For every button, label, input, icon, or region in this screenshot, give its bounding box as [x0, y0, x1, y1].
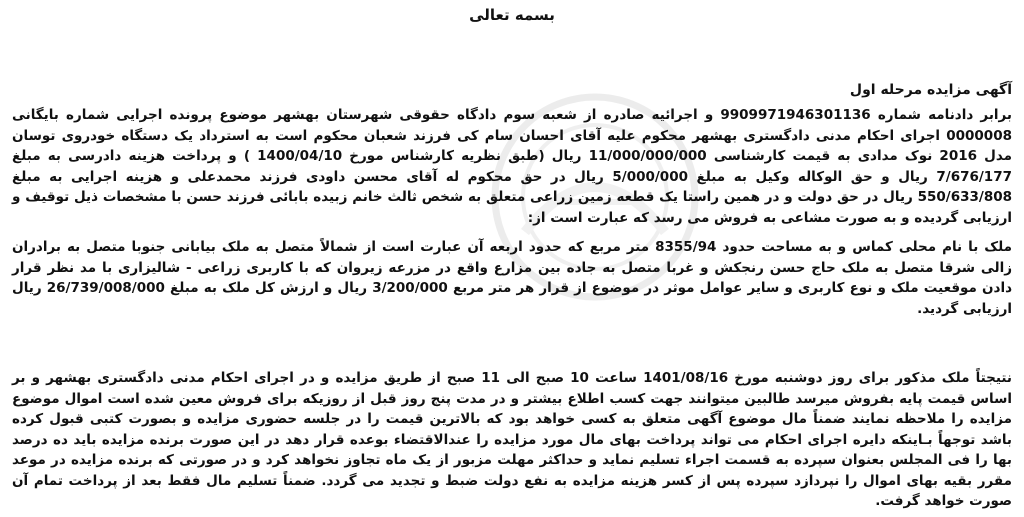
announcement-document	[12, 0, 1012, 517]
document-heading: بسمه تعالی	[469, 6, 555, 24]
paragraph-case-details: برابر دادنامه شماره 9909971946301136 و اجرائیه صادره از شعبه سوم دادگاه حقوقی شهرستان بهشهر موضوع پرونده اجرایی شماره بایگانی 0000008 اجرای احکام مدنی دادگستری بهشهر محکوم علیه آقای احسان سام کی فرزند شعبان محکوم است به استرداد یک دستگاه خودروی توسان مدل 2016 نوک مدادی به قیمت کارشناسی 11/000/000/000 ریال (طبق نظریه کارشناس مورخ 1400/04/10 ) و پرداخت هزینه دادرسی به مبلغ 7/676/177 ریال و حق الوکاله وکیل به مبلغ 5/000/000 ریال در حق محکوم له آقای محسن داودی فرزند محمدعلی و هزینه اجرایی به مبلغ 550/633/808 ریال در حق دولت و در همین راستا یک قطعه زمین زراعی متعلق به شخص ثالث خانم زبیده بابائی فرزند حسن با مشخصات ذیل توقیف و ارزیابی گردیده و به صورت مشاعی به فروش می رسد که عبارت است از:	[12, 107, 1013, 226]
paragraph-auction-terms: نتیجتاً ملک مذکور برای روز دوشنبه مورخ 1401/08/16 ساعت 10 صبح الی 11 صبح از طریق مزایده و در اجرای احکام مدنی دادگستری بهشهر و بر اساس قیمت پایه بفروش میرسد طالبین میتوانند جهت کسب اطلاع بیشتر و در مدت پنج روز قبل از روزیکه برای فروش معین شده است اموال موضوع مزایده را ملاحظه نمایند ضمناً مال موضوع آگهی متعلق به کسی خواهد بود که بالاترین قیمت را در جلسه حضوری مزایده و بصورت کتبی قبول کرده باشد توجهاً بـاینکه دایره اجرای احکام می تواند پرداخت بهای مال مورد مزایده را عندالاقتضاء بوعده قرار دهد در این صورت برنده مزایده باید ده درصد بها را فی المجلس بعنوان سپرده به قسمت اجراء تسلیم نماید و حداکثر مهلت مزبور از یک ماه تجاوز نخواهد کرد و در صورتی که برنده مزایده در موعد مقرر بقیه بهای اموال را نپردازد سپرده پس از کسر هزینه مزایده به نفع دولت ضبط و تجدید می گردد. ضمناً تسلیم مال فقط بعد از پرداخت تمام آن صورت خواهد گرفت.	[12, 370, 1012, 509]
announcement-title: آگهی مزایده مرحله اول	[849, 82, 1012, 98]
paragraph-property-description: ملک با نام محلی کماس و به مساحت حدود 8355/94 متر مربع که حدود اربعه آن عبارت است از شمالاً متصل به ملک بیابانی جنوبا متصل به برادران زالی شرقا متصل به ملک حاج حسن رنجکش و غربا متصل به جاده بین مزارع واقع در مزرعه زیروان که با کاربری زراعی - شالیزاری با مد نظر قرار دادن موقعیت ملک و نوع کاربری و سایر عوامل موثر در موضوع از قرار هر متر مربع 3/200/000 ریال و ارزش کل ملک به مبلغ 26/739/008/000 ریال ارزیابی گردید.	[12, 239, 1013, 317]
